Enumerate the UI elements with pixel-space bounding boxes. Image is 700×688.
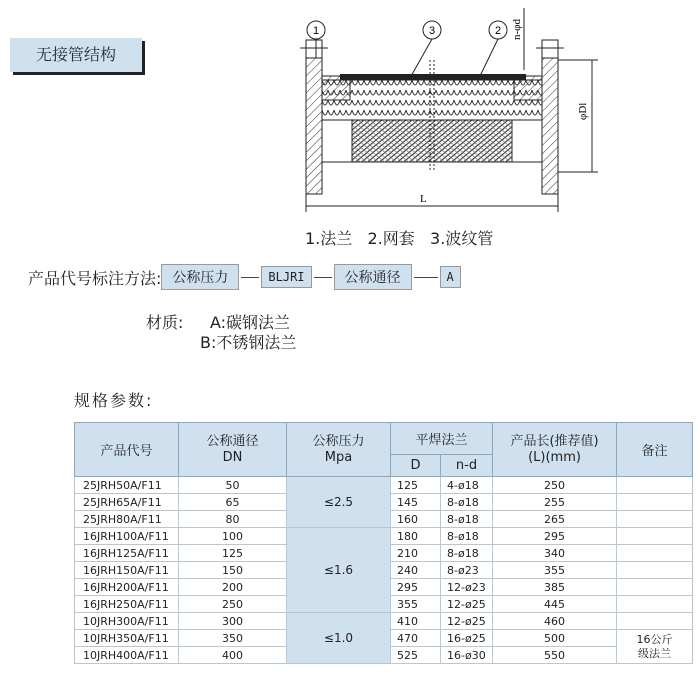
cell-d: 295: [391, 579, 441, 596]
cell-d: 525: [391, 647, 441, 664]
cell-code: 16JRH150A/F11: [75, 562, 179, 579]
cell-code: 10JRH350A/F11: [75, 630, 179, 647]
left-flange: [306, 58, 322, 194]
cell-dn: 125: [179, 545, 287, 562]
cell-d: 355: [391, 596, 441, 613]
cell-nd: 8-ø23: [441, 562, 493, 579]
header-d: D: [391, 455, 441, 477]
table-row: [75, 477, 693, 494]
cell-code: 16JRH250A/F11: [75, 596, 179, 613]
cell-code: 16JRH200A/F11: [75, 579, 179, 596]
cell-d: 240: [391, 562, 441, 579]
code-part-bljri: BLJRI: [261, 266, 311, 288]
cell-dn: 65: [179, 494, 287, 511]
cell-note-empty: [617, 579, 693, 596]
material-b: B:不锈钢法兰: [200, 333, 297, 352]
section-title: 无接管结构: [10, 38, 142, 72]
l-dimension: L: [420, 193, 427, 205]
cell-dn: 400: [179, 647, 287, 664]
cell-pressure: ≤1.6: [287, 528, 391, 613]
cell-length: 340: [493, 545, 617, 562]
cell-code: 25JRH50A/F11: [75, 477, 179, 494]
cell-nd: 8-ø18: [441, 528, 493, 545]
header-length: 产品长(推荐值) (L)(mm): [493, 423, 617, 477]
cell-length: 265: [493, 511, 617, 528]
cell-length: 250: [493, 477, 617, 494]
header-nd: n-d: [441, 455, 493, 477]
spec-title: 规格参数:: [74, 391, 154, 410]
cell-nd: 16-ø25: [441, 630, 493, 647]
cell-code: 25JRH80A/F11: [75, 511, 179, 528]
right-flange: [542, 58, 558, 194]
cell-code: 10JRH300A/F11: [75, 613, 179, 630]
cell-nd: 16-ø30: [441, 647, 493, 664]
cell-dn: 100: [179, 528, 287, 545]
left-flange-bolt: [306, 40, 322, 58]
dl-dimension: φDl: [577, 102, 589, 120]
svg-text:2: 2: [494, 25, 502, 37]
right-flange-bolt: [542, 40, 558, 58]
cell-length: 500: [493, 630, 617, 647]
table-row: [75, 528, 693, 545]
header-pressure: 公称压力 Mpa: [287, 423, 391, 477]
cell-note-empty: [617, 494, 693, 511]
header-code: 产品代号: [75, 423, 179, 477]
header-flange: 平焊法兰: [391, 423, 493, 455]
cell-length: 385: [493, 579, 617, 596]
cell-length: 550: [493, 647, 617, 664]
cell-dn: 50: [179, 477, 287, 494]
cell-note-empty: [617, 511, 693, 528]
cell-d: 160: [391, 511, 441, 528]
cell-dn: 300: [179, 613, 287, 630]
cell-nd: 8-ø18: [441, 494, 493, 511]
material-a: A:碳钢法兰: [210, 313, 291, 332]
code-part-diameter: 公称通径: [334, 264, 412, 290]
code-part-pressure: 公称压力: [161, 264, 239, 290]
code-label: 产品代号标注方法:: [28, 268, 162, 288]
cell-nd: 12-ø25: [441, 613, 493, 630]
cell-code: 16JRH125A/F11: [75, 545, 179, 562]
header-note: 备注: [617, 423, 693, 477]
cell-length: 255: [493, 494, 617, 511]
hose-drawing: [280, 0, 600, 222]
cell-pressure: ≤2.5: [287, 477, 391, 528]
cell-d: 210: [391, 545, 441, 562]
cell-length: 445: [493, 596, 617, 613]
cell-nd: 12-ø25: [441, 596, 493, 613]
drawing-caption: 1.法兰 2.网套 3.波纹管: [305, 229, 494, 248]
cell-dn: 80: [179, 511, 287, 528]
product-code-line: [28, 264, 461, 290]
cell-d: 145: [391, 494, 441, 511]
cell-pressure: ≤1.0: [287, 613, 391, 664]
cell-dn: 200: [179, 579, 287, 596]
cell-nd: 8-ø18: [441, 545, 493, 562]
spec-table: [74, 422, 693, 664]
cell-d: 180: [391, 528, 441, 545]
cell-dn: 350: [179, 630, 287, 647]
cell-d: 125: [391, 477, 441, 494]
code-part-a: A: [440, 266, 461, 288]
cell-code: 25JRH65A/F11: [75, 494, 179, 511]
cell-note-empty: [617, 477, 693, 494]
cell-note: 16公斤 级法兰: [617, 630, 693, 664]
svg-text:1: 1: [312, 25, 320, 37]
cell-d: 410: [391, 613, 441, 630]
cell-dn: 250: [179, 596, 287, 613]
cell-dn: 150: [179, 562, 287, 579]
table-row: [75, 613, 693, 630]
cell-length: 355: [493, 562, 617, 579]
cell-nd: 12-ø23: [441, 579, 493, 596]
mesh-sleeve: [352, 120, 512, 162]
material-label: 材质:: [146, 313, 184, 332]
cell-code: 16JRH100A/F11: [75, 528, 179, 545]
cell-note-empty: [617, 613, 693, 630]
svg-text:3: 3: [428, 25, 436, 37]
bellows: [322, 80, 542, 120]
header-dn: 公称通径 DN: [179, 423, 287, 477]
cell-note-empty: [617, 545, 693, 562]
cell-note-empty: [617, 596, 693, 613]
cell-length: 460: [493, 613, 617, 630]
cell-note-empty: [617, 562, 693, 579]
cell-length: 295: [493, 528, 617, 545]
cell-d: 470: [391, 630, 441, 647]
cell-note-empty: [617, 528, 693, 545]
cell-nd: 4-ø18: [441, 477, 493, 494]
cell-code: 10JRH400A/F11: [75, 647, 179, 664]
nd-dimension: n-φd: [511, 18, 523, 40]
braid-top: [340, 74, 526, 80]
cell-nd: 8-ø18: [441, 511, 493, 528]
